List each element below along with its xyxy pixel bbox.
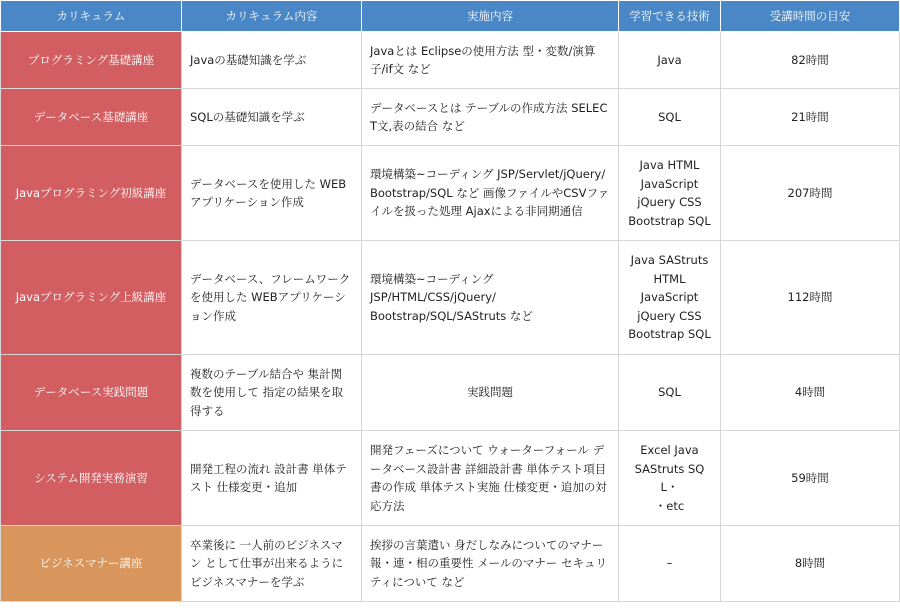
course-skills: Java SAStruts HTML JavaScript jQuery CSS Bootstrap SQL <box>619 241 721 355</box>
course-skills: SQL <box>619 89 721 146</box>
course-hours: 4時間 <box>721 355 900 431</box>
table-row <box>1 32 900 89</box>
course-content: データベース、フレームワークを使用した WEBアプリケーション作成 <box>182 241 362 355</box>
course-name: データベース実践問題 <box>1 355 182 431</box>
course-details: 環境構築~コーディング JSP/Servlet/jQuery/Bootstrap/SQL など 画像ファイルやCSVファイルを扱った処理 Ajaxによる非同期通信 <box>362 146 619 241</box>
course-hours: 59時間 <box>721 431 900 526</box>
header-row <box>1 1 900 32</box>
course-details: データベースとは テーブルの作成方法 SELECT文,表の結合 など <box>362 89 619 146</box>
course-name: ビジネスマナー講座 <box>1 526 182 602</box>
table-row <box>1 146 900 241</box>
course-content: 複数のテーブル結合や 集計関数を使用して 指定の結果を取得する <box>182 355 362 431</box>
course-skills: Java <box>619 32 721 89</box>
table-row <box>1 526 900 602</box>
course-details: 環境構築~コーディング JSP/HTML/CSS/jQuery/ Bootstrap/SQL/SAStruts など <box>362 241 619 355</box>
course-skills: – <box>619 526 721 602</box>
course-name: Javaプログラミング上級講座 <box>1 241 182 355</box>
table-row <box>1 89 900 146</box>
course-hours: 21時間 <box>721 89 900 146</box>
course-hours: 207時間 <box>721 146 900 241</box>
header-curriculum: カリキュラム <box>1 1 182 32</box>
course-content: 開発工程の流れ 設計書 単体テスト 仕様変更・追加 <box>182 431 362 526</box>
course-hours: 82時間 <box>721 32 900 89</box>
course-name: プログラミング基礎講座 <box>1 32 182 89</box>
course-hours: 112時間 <box>721 241 900 355</box>
header-hours: 受講時間の目安 <box>721 1 900 32</box>
course-details: 実践問題 <box>362 355 619 431</box>
course-skills: SQL <box>619 355 721 431</box>
course-details: 挨拶の言葉遣い 身だしなみについてのマナー 報・連・相の重要性 メールのマナー セキュリティについて など <box>362 526 619 602</box>
course-content: データベースを使用した WEBアプリケーション作成 <box>182 146 362 241</box>
course-name: Javaプログラミング初級講座 <box>1 146 182 241</box>
course-hours: 8時間 <box>721 526 900 602</box>
header-skills: 学習できる技術 <box>619 1 721 32</box>
table-row <box>1 355 900 431</box>
table-row <box>1 431 900 526</box>
header-content: カリキュラム内容 <box>182 1 362 32</box>
course-content: Javaの基礎知識を学ぶ <box>182 32 362 89</box>
course-name: システム開発実務演習 <box>1 431 182 526</box>
table-row <box>1 241 900 355</box>
course-name: データベース基礎講座 <box>1 89 182 146</box>
course-skills: Java HTML JavaScript jQuery CSS Bootstrap SQL <box>619 146 721 241</box>
course-content: SQLの基礎知識を学ぶ <box>182 89 362 146</box>
course-content: 卒業後に 一人前のビジネスマン として仕事が出来るように ビジネスマナーを学ぶ <box>182 526 362 602</box>
course-details: 開発フェーズについて ウォーターフォール データベース設計書 詳細設計書 単体テスト項目書の作成 単体テスト実施 仕様変更・追加の対応方法 <box>362 431 619 526</box>
course-details: Javaとは Eclipseの使用方法 型・変数/演算子/if文 など <box>362 32 619 89</box>
header-details: 実施内容 <box>362 1 619 32</box>
course-skills: Excel Java SAStruts SQL・ ・etc <box>619 431 721 526</box>
